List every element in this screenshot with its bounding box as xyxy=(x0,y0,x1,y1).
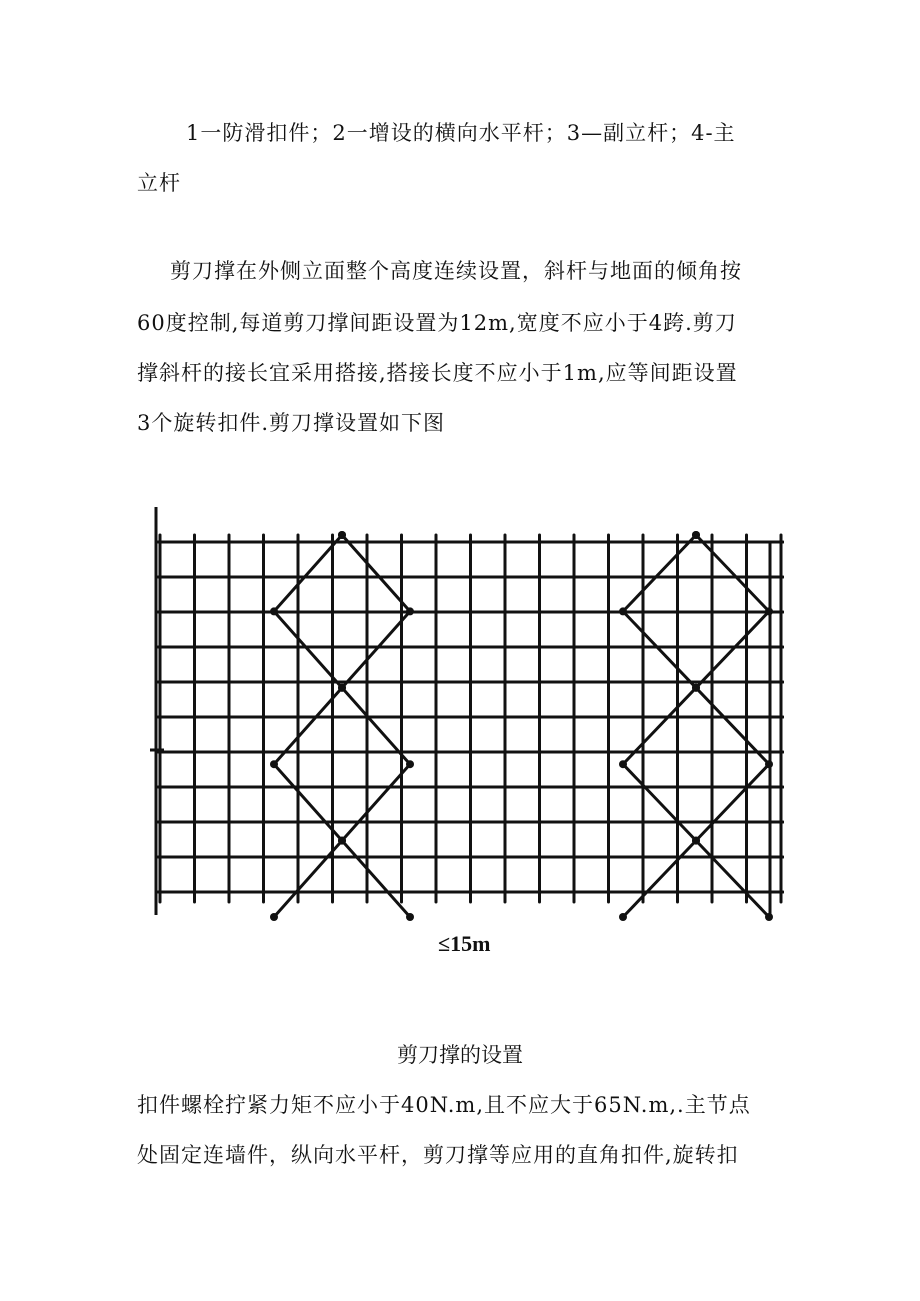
brace-diagonal xyxy=(342,535,410,611)
brace-diagonal xyxy=(696,764,769,840)
brace-node xyxy=(338,837,346,845)
brace-diagonal xyxy=(342,841,410,917)
brace-diagonal xyxy=(342,611,410,687)
brace-diagonal xyxy=(623,535,696,611)
brace-node xyxy=(406,760,414,768)
brace-diagonal xyxy=(696,535,769,611)
paragraph2-line-2: 处固定连墙件，纵向水平杆，剪刀撑等应用的直角扣件,旋转扣 xyxy=(137,1143,739,1167)
brace-node xyxy=(270,607,278,615)
brace-node xyxy=(338,684,346,692)
legend-line-1: 1一防滑扣件；2一增设的横向水平杆；3—副立杆；4-主 xyxy=(186,121,736,145)
brace-node xyxy=(619,607,627,615)
brace-node xyxy=(270,760,278,768)
brace-diagonal xyxy=(623,841,696,917)
paragraph1-line-1: 剪刀撑在外侧立面整个高度连续设置，斜杆与地面的倾角按 xyxy=(170,259,742,283)
brace-node xyxy=(692,684,700,692)
brace-node xyxy=(406,913,414,921)
brace-node xyxy=(692,531,700,539)
legend-line-2: 立杆 xyxy=(137,171,181,195)
brace-node xyxy=(338,531,346,539)
paragraph2-line-1: 扣件螺栓拧紧力矩不应小于40N.m,且不应大于65N.m,.主节点 xyxy=(137,1093,751,1117)
brace-node xyxy=(619,913,627,921)
brace-diagonal xyxy=(696,841,769,917)
brace-diagonal xyxy=(623,611,696,687)
brace-node xyxy=(619,760,627,768)
brace-node xyxy=(406,607,414,615)
brace-diagonal xyxy=(342,764,410,840)
figure-caption: 剪刀撑的设置 xyxy=(397,1043,523,1067)
scissor-brace-diagram xyxy=(148,505,784,925)
brace-diagonal xyxy=(696,611,769,687)
paragraph1-line-2: 60度控制,每道剪刀撑间距设置为12m,宽度不应小于4跨.剪刀 xyxy=(137,311,737,335)
brace-node xyxy=(270,913,278,921)
brace-node xyxy=(692,837,700,845)
paragraph1-line-4: 3个旋转扣件.剪刀撑设置如下图 xyxy=(137,411,446,435)
dimension-label: ≤15m xyxy=(438,931,491,956)
brace-diagonal xyxy=(623,764,696,840)
paragraph1-line-3: 撑斜杆的接长宜采用搭接,搭接长度不应小于1m,应等间距设置 xyxy=(137,361,738,385)
